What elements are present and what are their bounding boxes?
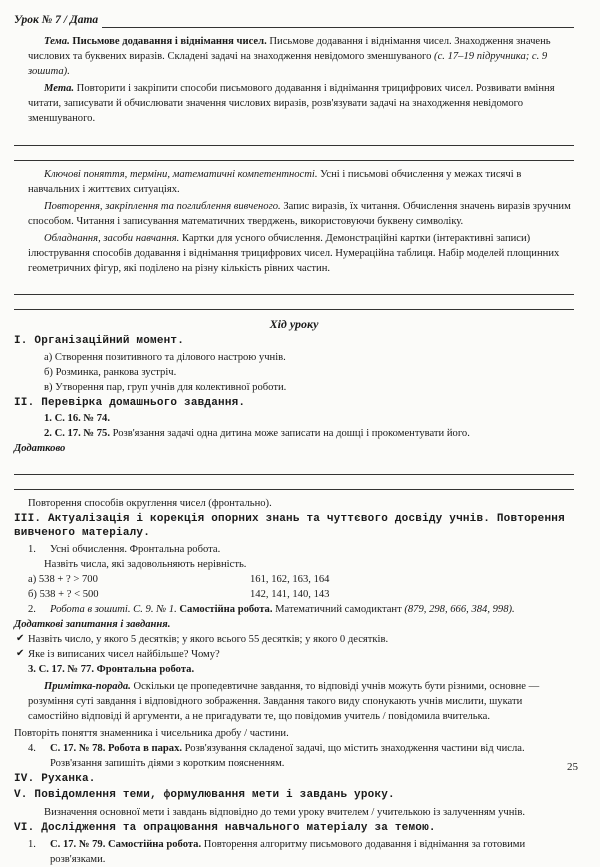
review-paragraph bbox=[28, 199, 574, 229]
topic-body: Письмове додавання і віднімання чисел. Знаходження значень числових та буквених виразів. Складені задачі на знаходження невідомого зменшуваного bbox=[28, 36, 551, 63]
topic-label: Тема. bbox=[44, 36, 70, 48]
section-2-title: II. Перевірка домашнього завдання. bbox=[14, 396, 246, 409]
section-3-item-2: 2. Робота в зошиті. С. 9. № 1. Самостійна робота. Математичний самодиктант (879, 298, 666, 384, 998). bbox=[28, 604, 515, 616]
section-4-title: IV. Руханка. bbox=[14, 773, 96, 786]
topic-title: Письмове додавання і віднімання чисел. bbox=[72, 36, 267, 48]
equipment-label: Обладнання, засоби навчання. bbox=[44, 232, 180, 244]
lesson-header bbox=[14, 12, 574, 28]
inequality-row-a: а) 538 + ? > 700 161, 162, 163, 164 bbox=[28, 574, 330, 586]
section-5-title: V. Повідомлення теми, формулювання мети і завдань уроку. bbox=[14, 789, 395, 802]
section-3-item-1-task: Назвіть числа, які задовольняють нерівність. bbox=[44, 559, 247, 571]
check-item-2: ✔ Яке із виписаних чисел найбільше? Чому? bbox=[16, 647, 574, 662]
checkmark-icon: ✔ bbox=[16, 648, 25, 660]
date-fill-line bbox=[102, 15, 574, 28]
section-6-title: VI. Дослідження та опрацювання навчального матеріалу за темою. bbox=[14, 821, 436, 834]
page-number: 25 bbox=[567, 761, 578, 773]
lesson-progress-title: Хід уроку bbox=[269, 316, 319, 331]
fraction-review-text: Повторіть поняття знаменника і чисельника дробу / частини. bbox=[14, 728, 289, 740]
topic-reference: (с. 17–19 підручника; с. 9 зошита). bbox=[28, 51, 548, 78]
section-3-item-4: 4. С. 17. № 78. Робота в парах. Розв'язування складеної задачі, що містить знаходження частини від числа. Розв'язання запишіть діями з коротким поясненням. bbox=[28, 743, 525, 770]
additional-label: Додатково bbox=[14, 443, 66, 455]
inequality-row-b: б) 538 + ? < 500 142, 141, 140, 143 bbox=[28, 589, 330, 601]
check-item-1: ✔ Назвіть число, у якого 5 десятків; у якого всього 55 десятків; у якого 0 десятків. bbox=[16, 632, 574, 647]
section-2-item-1: 1. С. 16. № 74. bbox=[44, 413, 110, 425]
section-1-item-c: в) Утворення пар, груп учнів для колективної роботи. bbox=[44, 381, 287, 393]
section-2-item-2: 2. С. 17. № 75. Розв'язання задачі одна дитина може записати на дошці і прокоментувати його. bbox=[44, 428, 470, 440]
goal-paragraph bbox=[28, 81, 574, 126]
section-3-item-1: 1. Усні обчислення. Фронтальна робота. bbox=[28, 543, 221, 555]
goal-label: Мета. bbox=[44, 83, 75, 95]
notes-lines-1 bbox=[14, 131, 574, 161]
notes-lines-2 bbox=[14, 280, 574, 310]
section-5-body: Визначення основної мети і завдань відповідно до теми уроку вчителем / учителькою із залученням учнів. bbox=[44, 806, 526, 818]
section-3-title: III. Актуалізація і корекція опорних знань та чуттєвого досвіду учнів. Повторення вивченого матеріалу. bbox=[14, 513, 565, 540]
additional-questions-label: Додаткові запитання і завдання. bbox=[14, 619, 171, 631]
lesson-number-date-label: Урок № 7 / Дата bbox=[14, 14, 99, 26]
notes-lines-3 bbox=[14, 460, 574, 490]
lesson-page bbox=[14, 12, 574, 867]
topic-paragraph bbox=[28, 34, 574, 79]
section-3-item-3: 3. С. 17. № 77. Фронтальна робота. bbox=[28, 664, 195, 676]
key-concepts-paragraph bbox=[28, 167, 574, 197]
rounding-review-text: Повторення способів округлення чисел (фронтально). bbox=[28, 498, 272, 510]
checkmark-icon: ✔ bbox=[16, 633, 25, 645]
equipment-body: Картки для усного обчислення. Демонстраційні картки (інтерактивні записи) ілюстрування способів додавання і віднімання трицифрових чисел. Нумераційна таблиця. Набір моделей площинних геометричних фігур, які поділено на різну кількість рівних частин. bbox=[28, 232, 560, 274]
tip-paragraph: Примітка-порада. Оскільки це пропедевтичне завдання, то відповіді учнів можуть бути різними, основне — розуміння суті завдання і відповідного зображення. Завдання такого виду спонукають учнів мислити, шукати самостійно відповіді й аргументи, а не пригадувати те, що повідомив учитель / повідомила вчителька. bbox=[28, 681, 540, 723]
section-1-item-a: а) Створення позитивного та ділового настрою учнів. bbox=[44, 351, 286, 363]
review-label: Повторення, закріплення та поглиблення вивченого. bbox=[44, 200, 281, 212]
goal-body: Повторити і закріпити способи письмового додавання і віднімання трицифрових чисел. Розвивати вміння читати, записувати й обчислювати значення числових виразів, розв'язувати задачі на знаходження невідомого зменшуваного. bbox=[28, 83, 555, 125]
section-1-title: I. Організаційний момент. bbox=[14, 334, 185, 347]
key-concepts-body: Усні і письмові обчислення у межах тисячі в навчальних і життєвих ситуаціях. bbox=[28, 168, 522, 195]
section-6-item-1: 1. С. 17. № 79. Самостійна робота. Повторення алгоритму письмового додавання і віднімання за готовими розв'язками. bbox=[28, 838, 526, 865]
section-1-item-b: б) Розминка, ранкова зустріч. bbox=[44, 366, 177, 378]
equipment-paragraph bbox=[28, 231, 574, 276]
key-concepts-label: Ключові поняття, терміни, математичні компетентності. bbox=[44, 168, 318, 180]
review-body: Запис виразів, їх читання. Обчислення значень виразів зручним способом. Читання і записування математичних тверджень, використовуючи буквену символіку. bbox=[28, 200, 571, 227]
